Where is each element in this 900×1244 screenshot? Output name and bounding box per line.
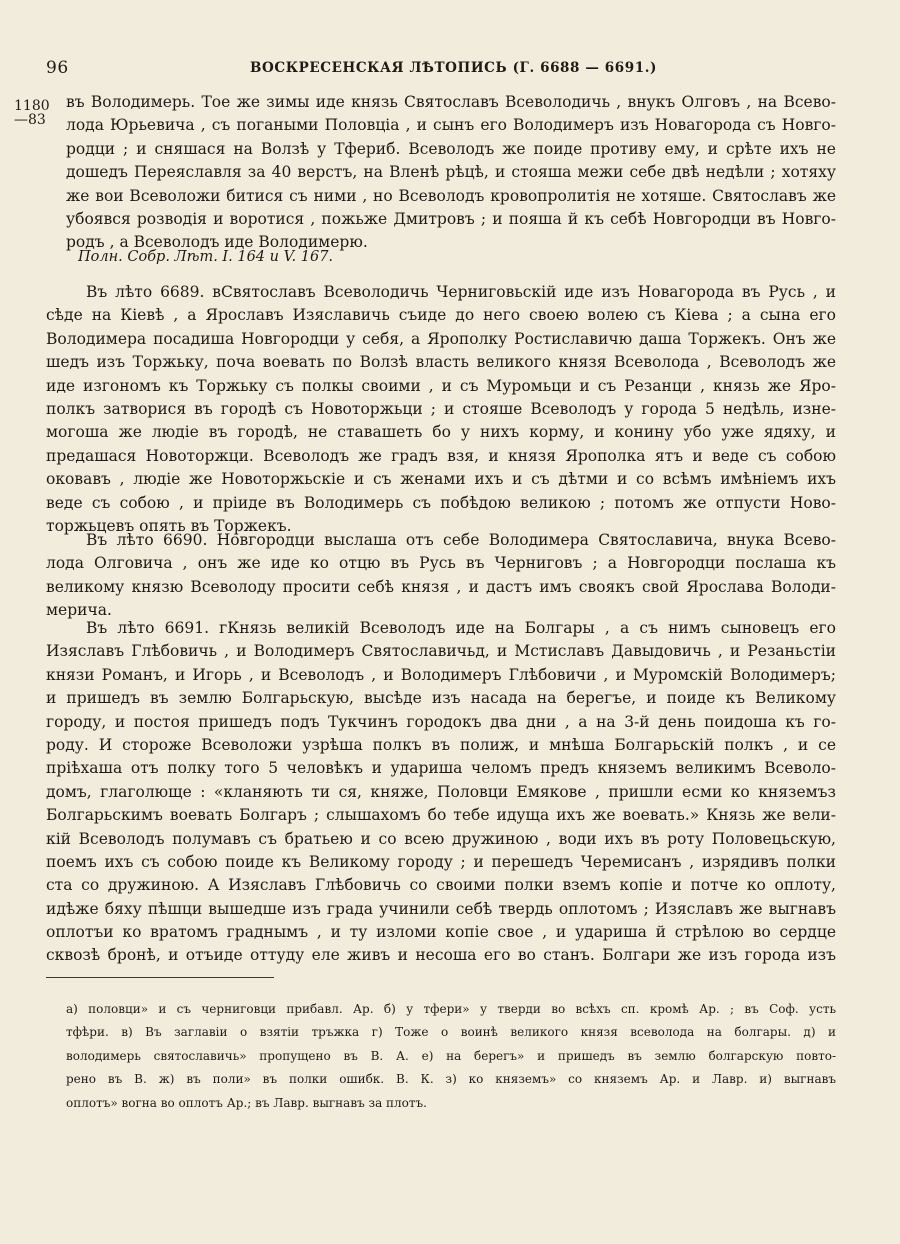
text-line: убоявся розводiя и воротися , пожьже Дмитровъ ; и пояша й къ себѣ Новгородци въ Новго- — [66, 209, 836, 228]
text-line: родци ; и сняшася на Волзѣ у Тфериб. Всеволодъ же поиде противу ему, и срѣте ихъ не — [66, 139, 836, 158]
text-line: поемъ ихъ съ собою поиде къ Великому городу ; и перешедъ Черемисанъ , изрядивъ полки — [46, 852, 836, 871]
text-line: оковавъ , людiе же Новоторжьскiе и съ женами ихъ и съ дѣтми и со всѣмъ имѣнiемъ ихъ — [46, 470, 836, 489]
footnote-line: рено въ В. ж) въ поли» въ полки ошибк. В. К. з) ко княземъ» со княземъ Ар. и Лавр. и) выгнавъ — [66, 1072, 836, 1087]
text-line: иде изгономъ къ Торжьку съ полкы своими , и съ Муромьци и съ Резанци , князь же Яро- — [46, 376, 836, 395]
margin-year-top: 1180 — [14, 98, 50, 114]
text-line: князи Романъ, и Игорь , и Всеволодъ , и Володимеръ Глѣбовичи , и Муромскiй Володимеръ; — [46, 665, 836, 684]
text-line: родъ , а Всеволодъ иде Володимерю. — [66, 233, 368, 252]
footnote-line: оплотъ» вогна во оплотъ Ар.; въ Лавр. выгнавъ за плотъ. — [66, 1095, 427, 1110]
page-number: 96 — [46, 58, 69, 78]
paragraph-4 — [46, 617, 836, 968]
text-line: городу, и постоя пришедъ подъ Тукчинъ городокъ два дни , а на 3-й день поидоша къ го- — [46, 712, 836, 731]
footnote-line: а) половци» и съ черниговци прибавл. Ар. б) у тфери» у тверди во всѣхъ сп. кромѣ Ар. ; въ Соф. усть — [66, 1002, 836, 1016]
text-line: Володимера посадиша Новгородци у себя, а Ярополку Ростиславичю даша Торжекъ. Онъ же — [46, 329, 836, 348]
text-line: лода Юрьевича , съ погаными Половцiа , и сынъ его Володимеръ изъ Новагорода съ Новго- — [66, 116, 836, 135]
text-line: Въ лѣто 6690. Новгородци выслаша отъ себе Володимера Святославича, внука Всево- — [86, 531, 836, 549]
paragraph-2 — [46, 281, 836, 538]
text-line: полкъ затворися въ городѣ съ Новоторжьци ; и стояше Всеволодъ у города 5 недѣль, изне- — [46, 399, 836, 418]
text-line: идѣже бяху пѣшци вышедше изъ града учинили себѣ твердь оплотомъ ; Изяславъ же выгнавъ — [46, 899, 836, 918]
text-line: Изяславъ Глѣбовичь , и Володимеръ Святославичьд, и Мстиславъ Давыдовичь , и Резаньстiи — [46, 642, 836, 661]
text-line: дошедъ Переяславля за 40 верстъ, на Вленѣ рѣцѣ, и стояша межи себе двѣ недѣли ; хотяху — [66, 163, 836, 182]
text-line: въ Володимерь. Тое же зимы иде князь Святославъ Всеволодичь , внукъ Олговъ , на Всево- — [66, 93, 836, 111]
text-line: предашася Новоторжци. Всеволодъ же градъ взя, и князя Ярополка ятъ и веде съ собою — [46, 446, 836, 465]
text-line: шедъ изъ Торжьку, поча воевать по Волзѣ власть великого князя Всеволода , Всеволодъ же — [46, 353, 836, 372]
text-line: веде съ собою , и прiиде въ Володимерь съ побѣдою великою ; потомъ же отпусти Ново- — [46, 493, 836, 512]
source-reference: Полн. Собр. Лѣт. I. 164 и V. 167. — [78, 249, 334, 265]
footnote-line: володимерь святославичь» пропущено въ В. А. е) на берегъ» и пришедъ въ землю болгарскую повто- — [66, 1048, 836, 1063]
text-line: кiй Всеволодъ полумавъ съ братьею и со всею дружиною , води ихъ въ роту Половецьскую, — [46, 829, 836, 848]
text-line: великому князю Всеволоду просити себѣ князя , и дастъ имъ своякъ свой Ярослава Володи- — [46, 577, 836, 596]
text-line: оплотъи ко вратомъ граднымъ , и ту изломи копiе свое , и удариша й стрѣлою во сердце — [46, 923, 836, 942]
text-line: ста со дружиною. А Изяславъ Глѣбовичь со своими полки вземъ копiе и потче ко оплоту, — [46, 876, 836, 895]
footnote-divider — [46, 977, 274, 978]
text-line: мерича. — [46, 601, 112, 620]
text-line: торжьцевъ опять въ Торжекъ. — [46, 516, 292, 535]
text-line: прiѣхаша отъ полку того 5 человѣкъ и удариша челомъ предъ княземъ великимъ Всеволо- — [46, 759, 836, 778]
text-line: сѣде на Кiевѣ , а Ярославъ Изяславичь съиде до него своею волею съ Кiева ; а сына его — [46, 306, 836, 325]
text-line: Въ лѣто 6689. вСвятославъ Всеволодичь Черниговьскiй иде изъ Новагорода въ Русь , и — [86, 283, 836, 301]
footnotes — [66, 998, 836, 1115]
paragraph-3 — [46, 529, 836, 623]
text-line: Болгарьскимъ воевать Болгаръ ; слышахомъ бо тебе идуща ихъ же воевать.» Князь же вели- — [46, 806, 836, 825]
text-line: лода Олговича , онъ же иде ко отцю въ Русь въ Черниговъ ; а Новгородци послаша къ — [46, 554, 836, 573]
running-head: ВОСКРЕСЕНСКАЯ ЛѢТОПИСЬ (Г. 6688 — 6691.) — [250, 60, 658, 76]
text-line: Въ лѣто 6691. гКнязь великiй Всеволодъ иде на Болгары , а съ нимъ сыновецъ его — [86, 619, 836, 637]
margin-year-bottom: —83 — [14, 112, 46, 128]
footnote-line: тфѣри. в) Въ заглавiи о взятiи тръжка г) Тоже о воинѣ великого князя всеволода на болгары. д) и — [66, 1025, 836, 1040]
text-line: же вои Всеволожи битися съ ними , но Всеволодъ кровопролитiя не хотяше. Святославъ же — [66, 186, 836, 205]
text-line: и пришедъ въ землю Болгарьскую, высѣде изъ насада на берегъе, и поиде къ Великому — [46, 689, 836, 708]
text-line: роду. И стороже Всеволожи узрѣша полкъ въ полиж, и мнѣша Болгарьскiй полкъ , и се — [46, 735, 836, 754]
text-line: домъ, глаголюще : «кланяють ти ся, княже, Половци Емякове , пришли есми ко княземъз — [46, 782, 836, 801]
paragraph-1 — [66, 91, 836, 255]
text-line: могоша же людiе въ городѣ, не ставашеть бо у нихъ корму, и конину убо уже ядяху, и — [46, 423, 836, 442]
text-line: сквозѣ бронѣ, и отъиде оттуду еле живъ и несоша его во станъ. Болгари же изъ города изъ — [46, 946, 836, 965]
